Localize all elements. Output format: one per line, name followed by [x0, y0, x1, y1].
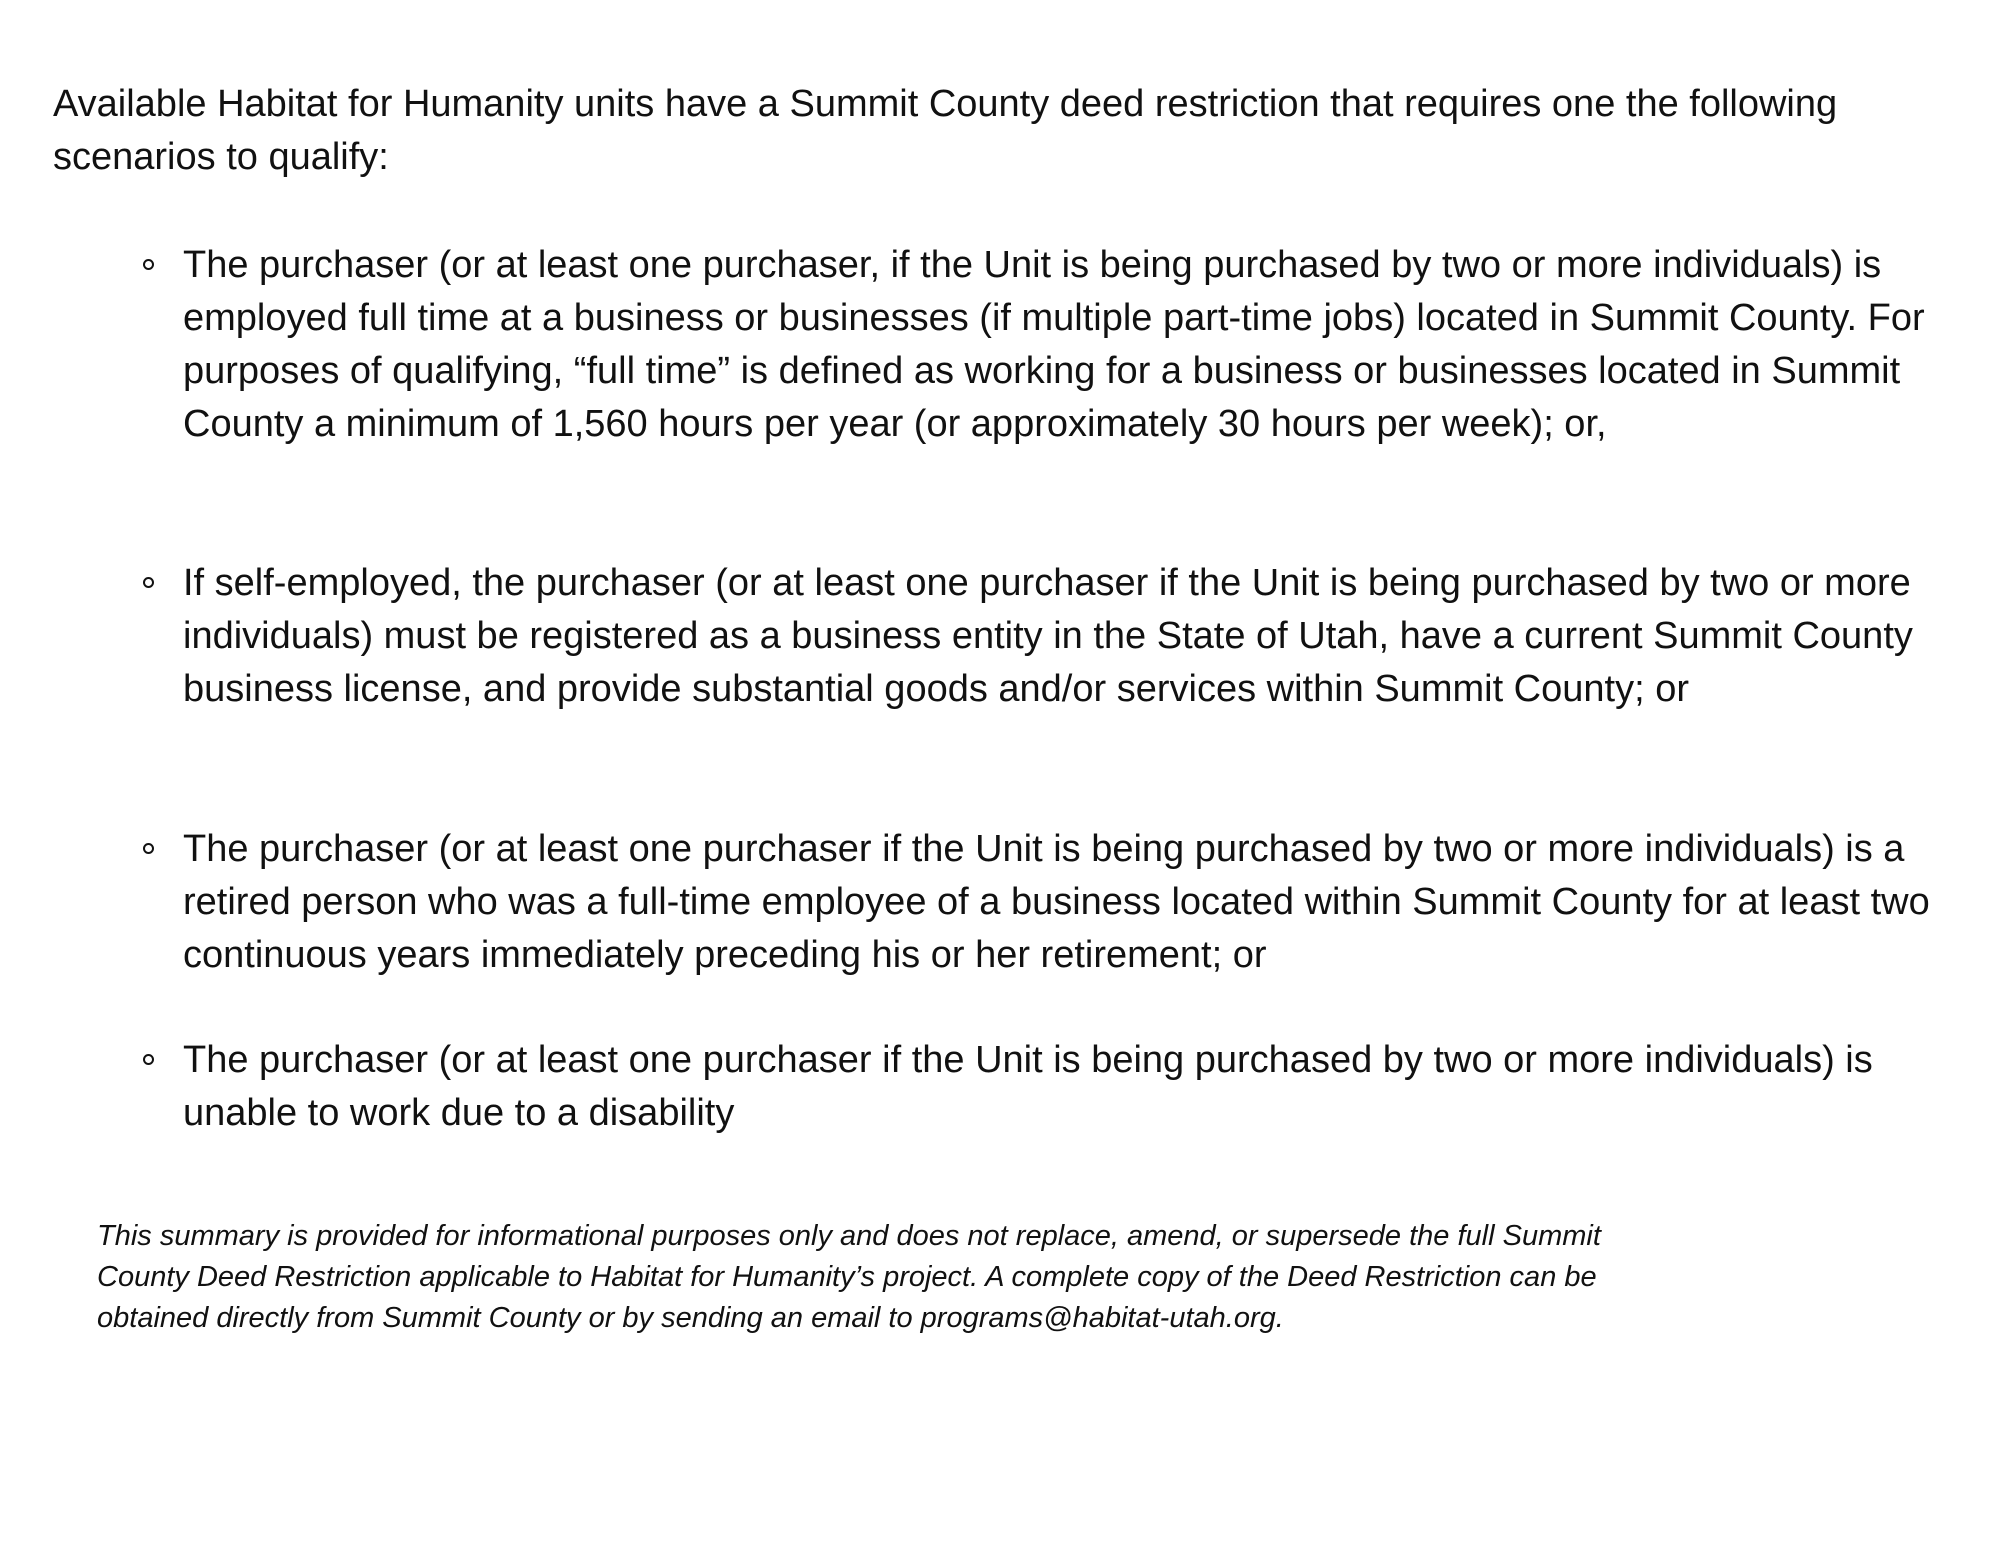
hollow-circle-bullet-icon — [143, 1054, 154, 1065]
scenario-text: The purchaser (or at least one purchaser if the Unit is being purchased by two or more individuals) is a retired person who was a full-time employee of a business located within Summit County for at least two continuous years immediately preceding his or her retirement; or — [183, 828, 1930, 976]
intro-paragraph: Available Habitat for Humanity units have a Summit County deed restriction that requires one the following scenarios to qualify: — [53, 83, 1838, 178]
disclaimer-paragraph: This summary is provided for informational purposes only and does not replace, amend, or supersede the full Summit County Deed Restriction applicable to Habitat for Humanity’s project. A complete copy of the Deed Restriction can be obtained directly from Summit County or by sending an email to programs@habitat-utah.org. — [97, 1220, 1601, 1334]
scenario-text: The purchaser (or at least one purchaser, if the Unit is being purchased by two or more individuals) is employed full time at a business or businesses (if multiple part-time jobs) located in Summit County. For purposes of qualifying, “full time” is defined as working for a business or businesses located in Summit County a minimum of 1,560 hours per year (or approximately 30 hours per week); or, — [183, 244, 1925, 445]
hollow-circle-bullet-icon — [143, 843, 154, 854]
scenario-text: The purchaser (or at least one purchaser if the Unit is being purchased by two or more individuals) is unable to work due to a disability — [183, 1039, 1873, 1134]
hollow-circle-bullet-icon — [143, 259, 154, 270]
hollow-circle-bullet-icon — [143, 577, 154, 588]
scenario-text: If self-employed, the purchaser (or at least one purchaser if the Unit is being purchased by two or more individuals) must be registered as a business entity in the State of Utah, have a current Summit County business license, and provide substantial goods and/or services within Summit County; or — [183, 562, 1913, 710]
